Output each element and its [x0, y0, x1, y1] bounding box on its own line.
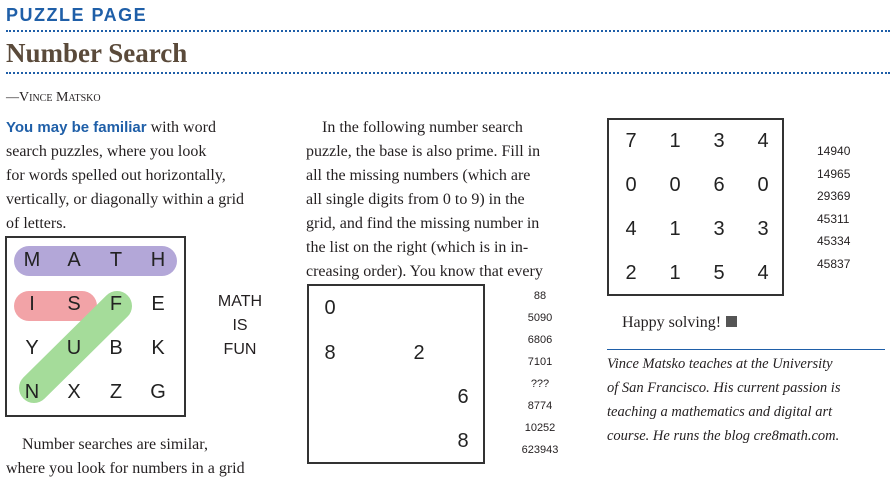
bio-divider	[607, 349, 885, 350]
example-cell: 2	[625, 262, 637, 284]
example-cell: 1	[669, 218, 681, 240]
bio-line: teaching a mathematics and digital art	[607, 404, 833, 420]
bio-line: of San Francisco. His current passion is	[607, 380, 841, 396]
byline-dash: —	[6, 89, 19, 104]
puzzle-cell: 0	[324, 297, 336, 319]
example-cell: 0	[757, 174, 769, 196]
list-number: 29369	[817, 189, 851, 203]
puzzle-cell: 6	[457, 386, 469, 408]
example-cell: 7	[625, 130, 637, 152]
puzzle-number-list	[512, 285, 568, 461]
letter-grid	[5, 236, 186, 417]
text-line: In the following number search	[322, 119, 523, 136]
example-cell: 4	[757, 262, 769, 284]
end-mark-icon	[726, 316, 737, 327]
grid-letter: X	[67, 381, 81, 403]
grid-letter: H	[150, 249, 166, 271]
example-cell: 3	[757, 218, 769, 240]
bio-line: Vince Matsko teaches at the University	[607, 356, 833, 372]
example-cell: 0	[669, 174, 681, 196]
grid-letter: T	[109, 249, 123, 271]
grid-letter: K	[151, 337, 165, 359]
list-number: 5090	[527, 312, 553, 324]
list-number: 45334	[817, 234, 851, 248]
text-line: where you look for numbers in a grid	[6, 460, 245, 477]
text-line: creasing order). You know that every	[306, 263, 543, 280]
list-number: 45837	[817, 256, 851, 271]
grid-letter: I	[29, 293, 35, 315]
lead-in: You may be familiar	[6, 119, 147, 136]
example-cell: 1	[669, 130, 681, 152]
byline-author: Vince Matsko	[19, 90, 101, 105]
text-line: Number searches are similar,	[22, 436, 208, 453]
grid-letter: U	[66, 337, 82, 359]
puzzle-cell: 8	[324, 342, 336, 364]
grid-letter: F	[109, 293, 123, 315]
puzzle-cell: 8	[457, 430, 469, 452]
intro-paragraph	[6, 116, 296, 236]
text-line: grid, and find the missing number in	[306, 215, 540, 232]
found-words	[210, 290, 270, 362]
list-number: 7101	[527, 356, 553, 368]
example-cell: 0	[625, 174, 637, 196]
list-number: 10252	[524, 422, 556, 434]
list-number: 6806	[527, 334, 553, 346]
list-number: 14940	[817, 144, 851, 158]
author-bio	[607, 352, 889, 448]
list-number: 45311	[817, 211, 850, 226]
word-is: IS	[232, 317, 248, 334]
example-cell: 3	[713, 130, 725, 152]
text-span: with word	[146, 119, 216, 136]
bio-line: course. He runs the blog cre8math.com.	[607, 428, 840, 444]
list-number: 8774	[527, 400, 553, 412]
list-number: 88	[533, 290, 547, 302]
article-title: Number Search	[6, 38, 188, 68]
byline	[6, 89, 101, 106]
grid-letter: Z	[109, 381, 123, 403]
text-line: all single digits from 0 to 9) in the	[306, 191, 525, 208]
text-line: all the missing numbers (which are	[306, 167, 531, 184]
text-line: vertically, or diagonally within a grid	[6, 191, 245, 208]
puzzle-cell: 2	[413, 342, 425, 364]
example-cell: 4	[757, 130, 769, 152]
happy-solving: Happy solving!	[622, 314, 722, 331]
dotted-divider	[6, 72, 890, 74]
grid-letter: B	[109, 337, 123, 359]
word-fun: FUN	[223, 341, 257, 358]
example-cell: 4	[625, 218, 637, 240]
grid-letter: E	[151, 293, 165, 315]
text-line: of letters.	[6, 215, 67, 232]
text-line: puzzle, the base is also prime. Fill in	[306, 143, 541, 160]
grid-letter: N	[24, 381, 40, 403]
word-math: MATH	[217, 293, 263, 310]
list-number: 623943	[521, 444, 559, 456]
grid-letter: M	[23, 249, 41, 271]
puzzle-grid	[307, 284, 485, 464]
example-cell: 5	[713, 262, 725, 284]
instructions-paragraph	[306, 116, 596, 284]
text-line	[6, 116, 296, 140]
example-grid	[607, 118, 784, 296]
text-line: search puzzles, where you look	[6, 143, 207, 160]
grid-letter: Y	[25, 337, 39, 359]
number-search-paragraph	[6, 433, 296, 481]
section-label: PUZZLE PAGE	[6, 5, 148, 25]
list-number: 14965	[817, 166, 851, 181]
example-cell: 1	[669, 262, 681, 284]
list-number-missing: ???	[530, 378, 550, 390]
text-line: for words spelled out horizontally,	[6, 167, 226, 184]
dotted-divider	[6, 30, 890, 32]
grid-letter: A	[67, 249, 81, 271]
closing-line	[622, 314, 737, 332]
example-number-list	[817, 140, 877, 275]
grid-letter: G	[150, 381, 166, 403]
text-line: the list on the right (which is in in-	[306, 239, 529, 256]
grid-letter: S	[67, 293, 81, 315]
example-cell: 6	[713, 174, 725, 196]
example-cell: 3	[713, 218, 725, 240]
